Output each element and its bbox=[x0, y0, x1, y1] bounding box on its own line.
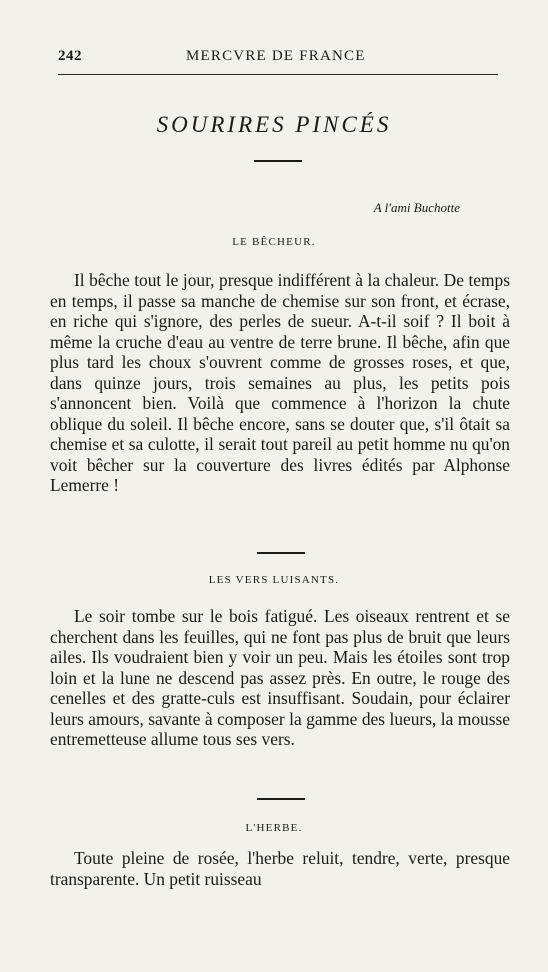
section-rule-1 bbox=[257, 552, 305, 554]
section-heading-herbe: L'HERBE. bbox=[245, 822, 303, 834]
dedication: A l'ami Buchotte bbox=[373, 200, 460, 215]
journal-title: MERCVRE DE FRANCE bbox=[186, 48, 366, 64]
article-title: SOURIRES PINCÉS bbox=[156, 112, 392, 137]
title-rule bbox=[254, 160, 302, 162]
page-number: 242 bbox=[58, 48, 82, 64]
section-rule-2 bbox=[257, 798, 305, 800]
paragraph-herbe: Toute pleine de rosée, l'herbe reluit, tendre, verte, presque transparente. Un petit ruisseau bbox=[50, 848, 510, 889]
paragraph-vers-luisants: Le soir tombe sur le bois fatigué. Les oiseaux rentrent et se cherchent dans les feuilles, qui ne font pas plus de bruit que leurs ailes. Ils voudraient bien y voir un peu. Mais les étoiles sont trop loin et la lune ne descend pas assez près. En outre, le rouge des cenelles et des gratte-culs est insuffisant. Soudain, pour éclairer leurs amours, savante à composer la gamme des lueurs, la mousse entremetteuse allume tous ses vers. bbox=[50, 606, 510, 749]
header-rule bbox=[58, 74, 498, 75]
running-head bbox=[58, 44, 498, 68]
section-heading-becheur: LE BÊCHEUR. bbox=[232, 236, 316, 248]
paragraph-becheur: Il bêche tout le jour, presque indifférent à la chaleur. De temps en temps, il passe sa manche de chemise sur son front, et écrase, en riche qui s'ignore, des perles de sueur. A-t-il soif ? Il boit à même la cruche d'eau au ventre de terre brune. Il bêche, afin que plus tard les choux s'ouvrent comme de grosses roses, et que, dans quinze jours, trois semaines au plus, les petits pois s'annoncent bien. Voilà que commence à l'horizon la chute oblique du soleil. Il bêche encore, sans se douter que, s'il ôtait sa chemise et sa culotte, il serait tout pareil au petit homme nu qu'on voit bêcher sur la couverture des livres édités par Alphonse Lemerre ! bbox=[50, 270, 510, 495]
section-heading-vers-luisants: LES VERS LUISANTS. bbox=[208, 574, 340, 586]
